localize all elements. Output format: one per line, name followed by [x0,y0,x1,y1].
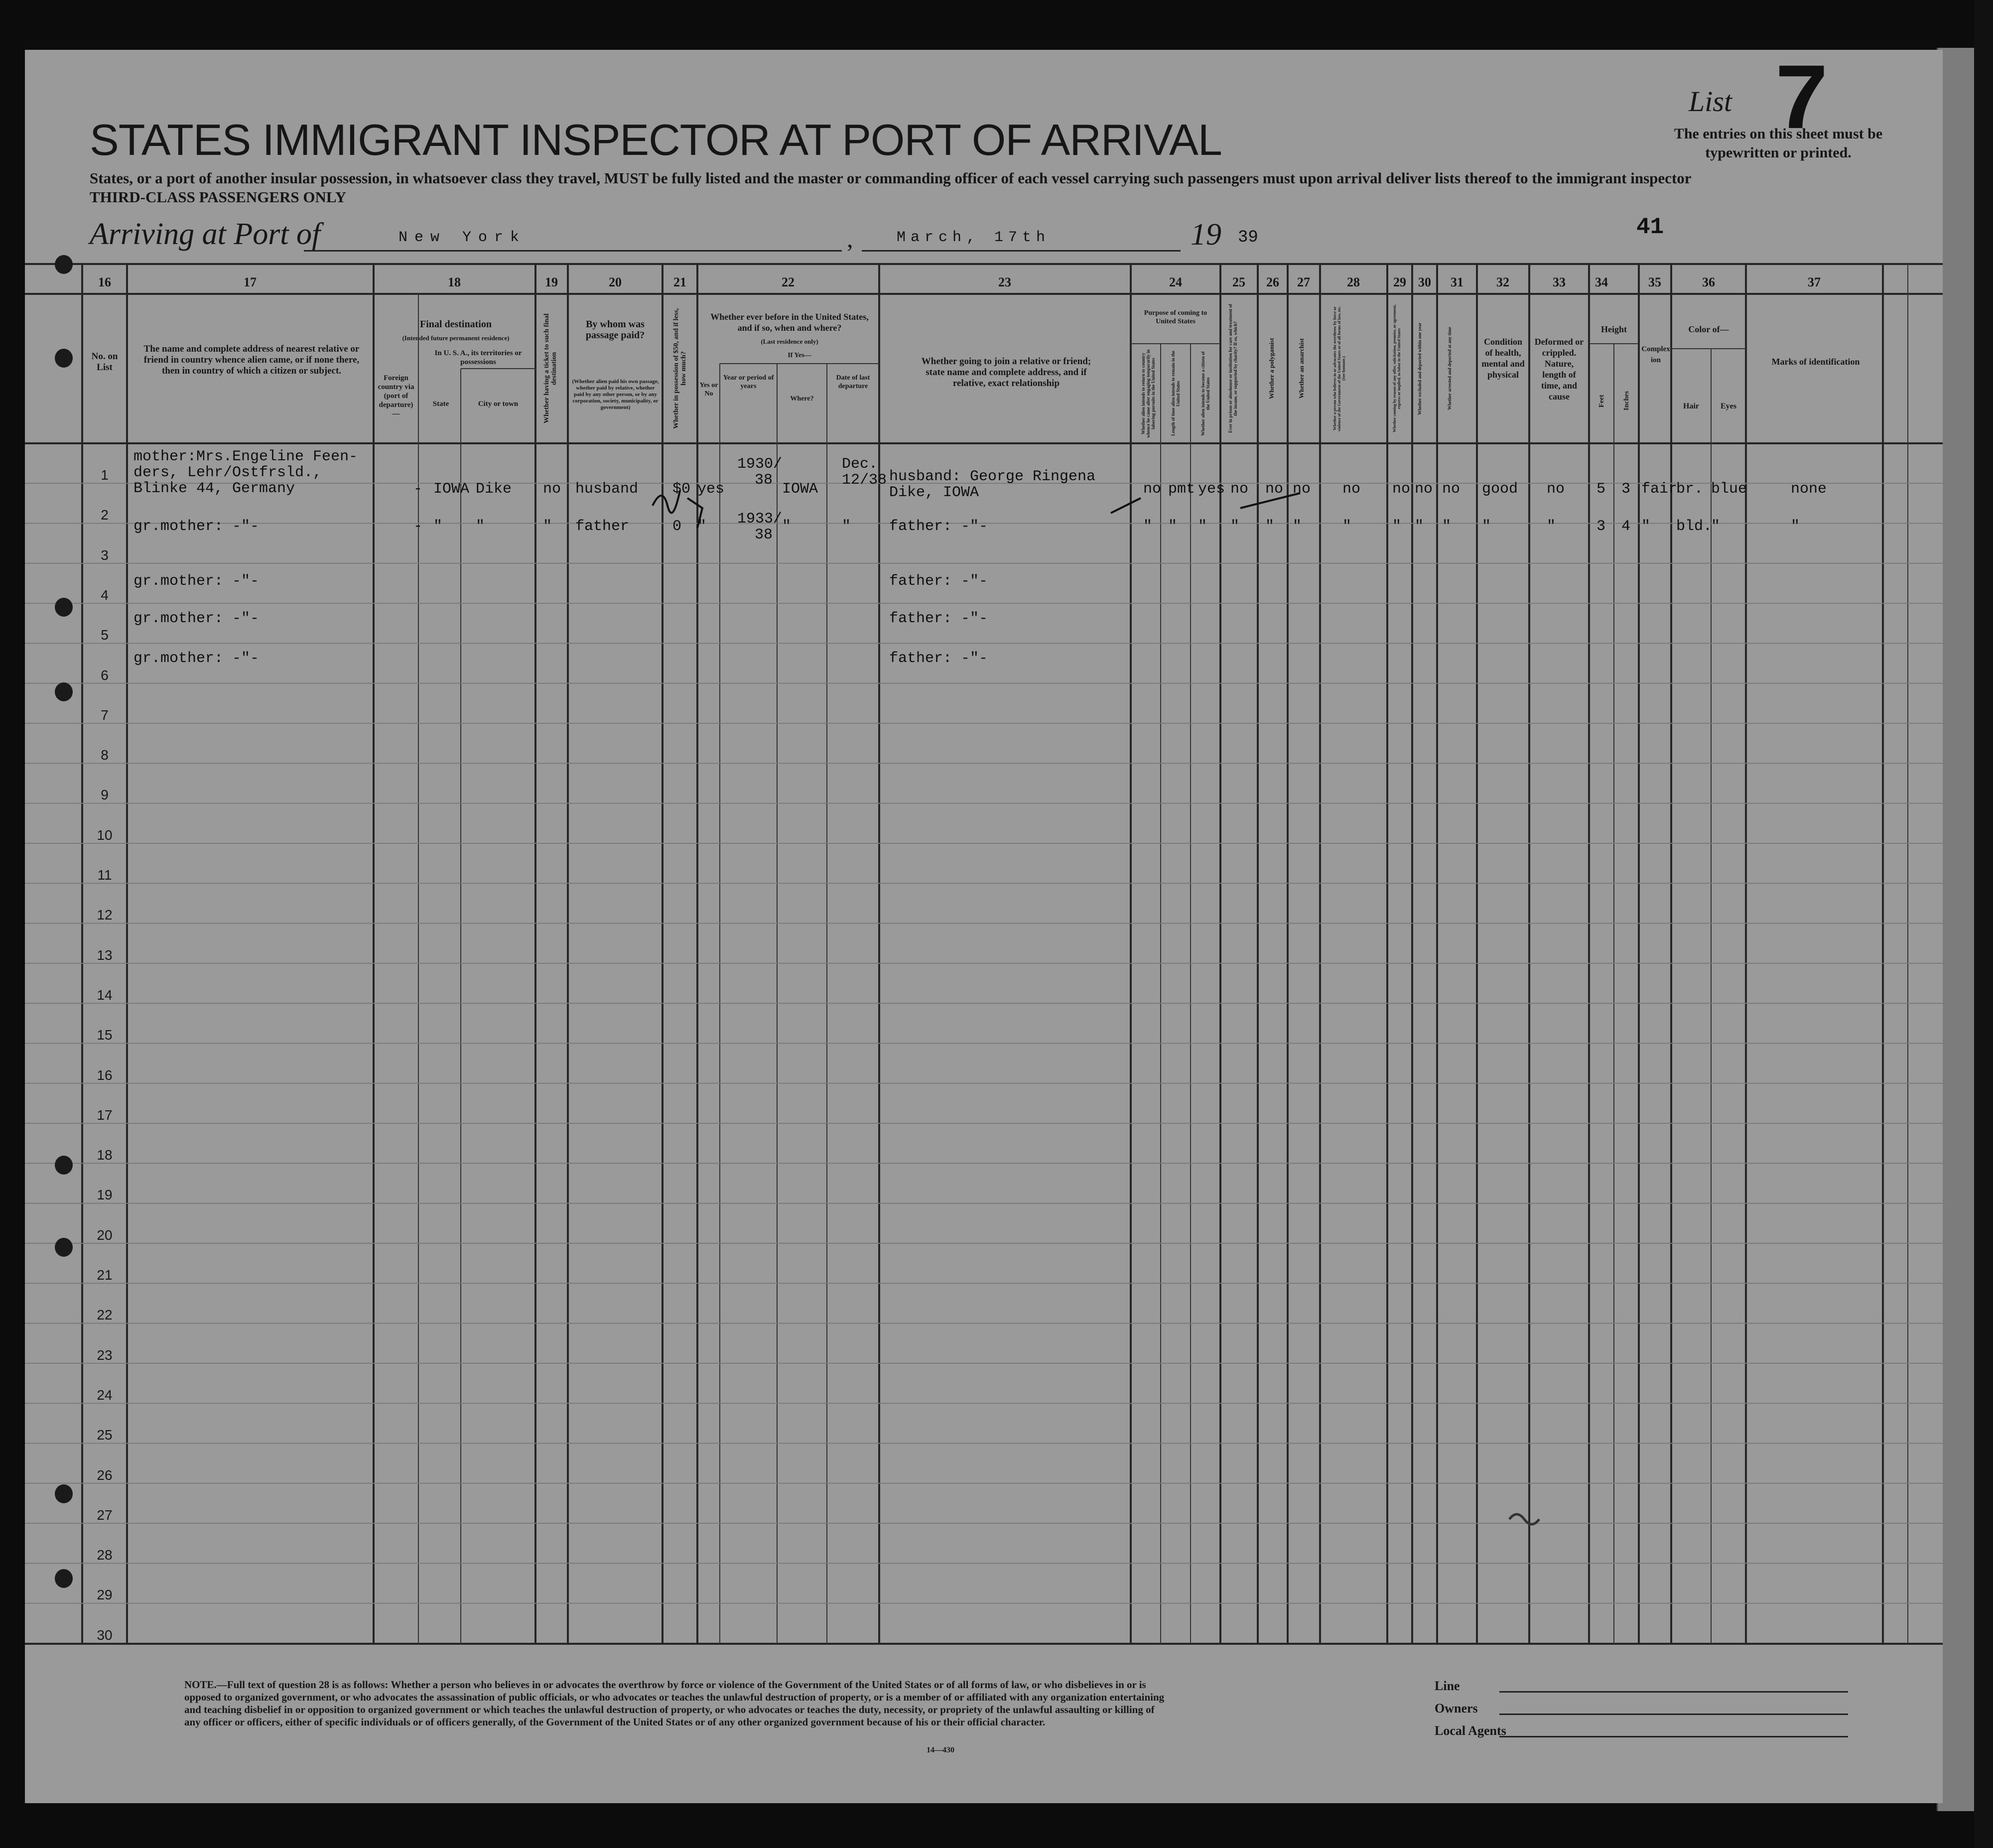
prison-cell: no [1230,481,1249,498]
city-cell: Dike [476,481,512,498]
line-label: Line [1435,1679,1460,1693]
deformed-cell: " [1547,518,1556,535]
column-number: 28 [1347,275,1360,289]
line-underline [1499,1691,1848,1693]
hair-cell: bld. [1676,518,1713,535]
manifest-sheet [25,50,1943,1803]
row-number: 9 [101,787,109,803]
list-note: The entries on this sheet must be typewritten or printed. [1674,126,1883,161]
polygamist-cell: " [1265,518,1275,535]
row-number: 2 [101,507,109,523]
punch-hole [55,349,73,368]
row-number: 16 [97,1067,113,1083]
relative-cell: gr.mother: -"- [133,650,260,667]
eyes-cell: blue [1711,481,1747,498]
row-number: 28 [97,1547,113,1563]
punch-hole [55,1569,73,1588]
column-number: 19 [545,275,558,289]
punch-hole [55,1484,73,1503]
header-prison: Ever in prison or almshouse or institution for care and treatment of the insane, or supported by charity? If so, which? [1228,304,1238,433]
local-agents-label: Local Agents [1435,1723,1506,1738]
right-border [1974,0,1993,1848]
purpose-length-cell: " [1168,518,1178,535]
header-labor-offer: Whether coming by reason of any offer, solicitation, promise, or agreement, express or implied, to labor in the United States [1392,304,1401,433]
class-line: THIRD-CLASS PASSENGERS ONLY [90,188,347,206]
year-prefix: 19 [1191,218,1221,252]
ticket-cell: no [543,481,561,498]
join-relative-cell: husband: George Ringena [889,468,1096,485]
excluded-cell: " [1415,518,1424,535]
row-number: 14 [97,987,113,1003]
header-arrested: Whether arrested and deported at any time [1447,327,1452,410]
column-number: 20 [609,275,622,289]
hair-cell: br. [1676,481,1704,498]
anarchist-cell: no [1293,481,1311,498]
row-number: 10 [97,827,113,843]
row-number: 19 [97,1187,113,1203]
row-number: 22 [97,1307,113,1323]
row-number: 3 [101,547,109,563]
punch-hole [55,682,73,701]
state-cell: " [433,518,443,535]
join-relative-cell: father: -"- [889,610,988,627]
anarchist-cell: " [1293,518,1302,535]
health-cell: good [1482,481,1518,498]
header-ever-before-note: (Last residence only) [761,338,818,345]
header-height: Height [1601,324,1627,334]
column-number: 17 [244,275,257,289]
eyes-cell: " [1711,518,1721,535]
where-cell: IOWA [782,481,818,498]
header-city: City or town [478,400,519,408]
instructions-text: States, or a port of another insular possession, in whatsoever class they travel, MUST be fully listed and the master or commanding officer of each vessel carrying such passengers must upon arrival deliver lists thereof to the immigrant inspector [90,169,1692,187]
overthrow-cell: no [1342,481,1361,498]
where-cell: " [782,518,792,535]
purpose-return-cell: " [1143,518,1153,535]
inches-cell: 4 [1621,518,1631,535]
column-number: 23 [998,275,1011,289]
row-number: 5 [101,627,109,643]
header-complexion: Complexion [1641,345,1670,364]
column-number: 16 [98,275,111,289]
departure-cell: 12/38 [842,472,887,489]
passage-paid-cell: husband [575,481,639,498]
column-number: 26 [1266,275,1279,289]
column-number: 31 [1451,275,1463,289]
row-number: 21 [97,1267,113,1283]
arriving-label: Arriving at Port of [90,217,321,251]
ticket-cell: " [543,518,552,535]
agents-underline [1499,1736,1848,1737]
state-cell: IOWA [433,481,470,498]
ever-before-cell: yes [697,481,725,498]
row-number: 17 [97,1107,113,1123]
column-number: 36 [1702,275,1715,289]
header-deformed: Deformed or crippled. Nature, length of time, and cause [1534,337,1584,401]
arrested-cell: no [1442,481,1461,498]
column-number: 35 [1648,275,1661,289]
row-number: 23 [97,1347,113,1363]
feet-cell: 5 [1596,481,1606,498]
polygamist-cell: no [1265,481,1284,498]
relative-cell: gr.mother: -"- [133,518,260,535]
row-number: 20 [97,1227,113,1243]
header-date-departure: Date of last departure [836,374,870,390]
column-number: 27 [1297,275,1310,289]
year-cell: 38 [755,472,773,489]
header-relative: The name and complete address of nearest relative or friend in country whence alien came, or if none there, then in country of which a citizen or subject. [143,344,360,376]
header-money: Whether in possession of $50, and if less, how much? [672,308,687,429]
departure-cell: Dec. [842,456,878,473]
relative-cell: Blinke 44, Germany [133,480,295,497]
punch-hole [55,598,73,617]
row-number: 18 [97,1147,113,1163]
passage-paid-cell: father [575,518,630,535]
row-number: 24 [97,1387,113,1403]
column-number: 37 [1808,275,1821,289]
owners-underline [1499,1714,1848,1715]
year-cell: 38 [755,527,773,543]
column-number: 33 [1553,275,1566,289]
relative-cell: mother:Mrs.Engeline Feen- [133,448,358,465]
punch-hole [55,1238,73,1257]
foreign-country-cell: - [413,518,423,535]
port-value: New York [399,229,527,246]
year-cell: 1933/ [737,511,783,528]
labor-offer-cell: no [1392,481,1411,498]
inches-cell: 3 [1621,481,1631,498]
column-number: 25 [1232,275,1245,289]
relative-cell: ders, Lehr/Ostfrsld., [133,464,322,481]
row-number: 26 [97,1467,113,1483]
header-polygamist: Whether a polygamist [1268,338,1275,399]
column-number: 21 [673,275,686,289]
header-ever-before: Whether ever before in the United States, and if so, when and where? [710,312,869,333]
date-value: March, 17th [897,229,1051,246]
prison-cell: " [1230,518,1240,535]
join-relative-cell: father: -"- [889,518,988,535]
column-number: 30 [1418,275,1431,289]
relative-cell: gr.mother: -"- [133,610,260,627]
row-number: 11 [97,867,112,883]
complexion-cell: fair [1641,481,1678,498]
purpose-return-cell: no [1143,481,1162,498]
join-relative-cell: father: -"- [889,573,988,590]
sheet-number: 41 [1636,214,1664,240]
city-cell: " [476,518,485,535]
header-passage-paid: By whom was passage paid? [585,319,645,341]
money-cell: 0 [672,518,682,535]
feet-cell: 3 [1596,518,1606,535]
purpose-length-cell: pmt [1168,481,1196,498]
column-number: 24 [1169,275,1182,289]
list-label: List [1689,85,1732,118]
header-hair: Hair [1683,402,1699,410]
overthrow-cell: " [1342,518,1352,535]
purpose-citizen-cell: " [1198,518,1207,535]
row-number: 4 [101,587,109,603]
labor-offer-cell: " [1392,518,1402,535]
ever-before-cell: " [697,518,707,535]
header-inches: Inches [1623,391,1630,411]
header-in-usa: In U. S. A., its territories or possessions [434,349,522,366]
row-number: 30 [97,1627,113,1643]
column-number: 29 [1393,275,1406,289]
comma: , [847,225,853,253]
arrested-cell: " [1442,518,1452,535]
header-yes-no: Yes or No [699,382,718,397]
marks-cell: " [1791,518,1800,535]
list-number: 7 [1773,50,1831,157]
row-number: 6 [101,667,109,683]
header-excluded: Whether excluded and deported within one year [1417,322,1422,415]
year-value: 39 [1238,228,1258,247]
row-number: 7 [101,707,109,723]
page-title: STATES IMMIGRANT INSPECTOR AT PORT OF ARRIVAL [90,115,1222,164]
health-cell: " [1482,518,1491,535]
row-number: 29 [97,1587,113,1603]
purpose-citizen-cell: yes [1198,481,1225,498]
header-foreign-country: Foreign country via (port of departure)— [378,374,414,418]
punch-hole [55,1156,73,1175]
header-where: Where? [790,395,814,402]
row-number: 8 [101,747,109,763]
header-no-on-list: No. on List [91,351,118,373]
header-overthrow: Whether a person who believes in or advocates the overthrow by force or violence of the Government of the United States or of all forms of law, etc. (See footnote.) [1332,306,1346,431]
header-eyes: Eyes [1721,402,1736,410]
header-marks: Marks of identification [1771,357,1860,367]
row-number: 13 [97,947,113,963]
header-purpose-a: Whether alien intends to return to country whence he came after engaging temporarily in laboring pursuits in the United States [1141,349,1156,438]
row-number: 12 [97,907,113,923]
deformed-cell: no [1547,481,1565,498]
column-number: 34 [1595,275,1608,289]
header-feet: Feet [1598,395,1605,407]
header-anarchist: Whether an anarchist [1298,338,1305,399]
money-cell: $0 [672,481,691,498]
column-number: 22 [782,275,795,289]
row-number: 15 [97,1027,113,1043]
header-purpose-b: Length of time alien intends to remain in the United States [1171,351,1181,436]
header-year: Year or period of years [723,374,774,390]
header-passage-paid-note: (Whether alien paid his own passage, whether paid by relative, whether paid by any other person, or by any corporation, society, municipality, or government) [572,379,659,410]
row-number: 25 [97,1427,113,1443]
header-ticket: Whether having a ticket to such final destination [543,313,558,424]
foreign-country-cell: - [413,481,423,498]
form-number: 14—430 [927,1746,954,1754]
header-purpose-c: Whether alien intends to become a citizen of the United States [1200,351,1210,436]
header-state: State [432,400,449,408]
header-if-yes: If Yes— [788,352,811,359]
header-final-destination-note: (Intended future permanent residence) [402,334,510,342]
header-color: Color of— [1688,324,1729,334]
departure-cell: " [842,518,851,535]
excluded-cell: no [1415,481,1433,498]
relative-cell: gr.mother: -"- [133,573,260,590]
header-going-to-join: Whether going to join a relative or friend; state name and complete address, and if relative, exact relationship [921,356,1091,389]
marks-cell: none [1791,481,1827,498]
row-number: 27 [97,1507,113,1523]
column-number: 32 [1496,275,1509,289]
complexion-cell: " [1641,518,1651,535]
table-grid [25,50,1943,1803]
header-health: Condition of health, mental and physical [1481,337,1525,380]
column-number: 18 [448,275,461,289]
footnote: NOTE.—Full text of question 28 is as follows: Whether a person who believes in or advocates the overthrow by force or violence of the Government of the United States or of all forms of law, or who disbelieves in or is opposed to organized government, or who advocates the assassination of public officials, or who advocates or teaches the unlawful destruction of property, or is a member of or affiliated with any organization entertaining and teaching disbelief in or opposition to organized government or which teaches the unlawful destruction of property, or who advocates or teaches the duty, necessity, or propriety of the unlawful assaulting or killing of any officer or officers, either of specific individuals or of officers generally, of the Government of the United States or of any other organized government because of his or their official character. [184,1679,1165,1728]
join-relative-cell: Dike, IOWA [889,484,979,501]
punch-hole [55,255,73,274]
header-final-destination: Final destination [420,319,492,330]
row-number: 1 [101,467,109,483]
owners-label: Owners [1435,1701,1478,1716]
join-relative-cell: father: -"- [889,650,988,667]
header-purpose: Purpose of coming to United States [1144,309,1207,325]
year-cell: 1930/ [737,456,783,473]
